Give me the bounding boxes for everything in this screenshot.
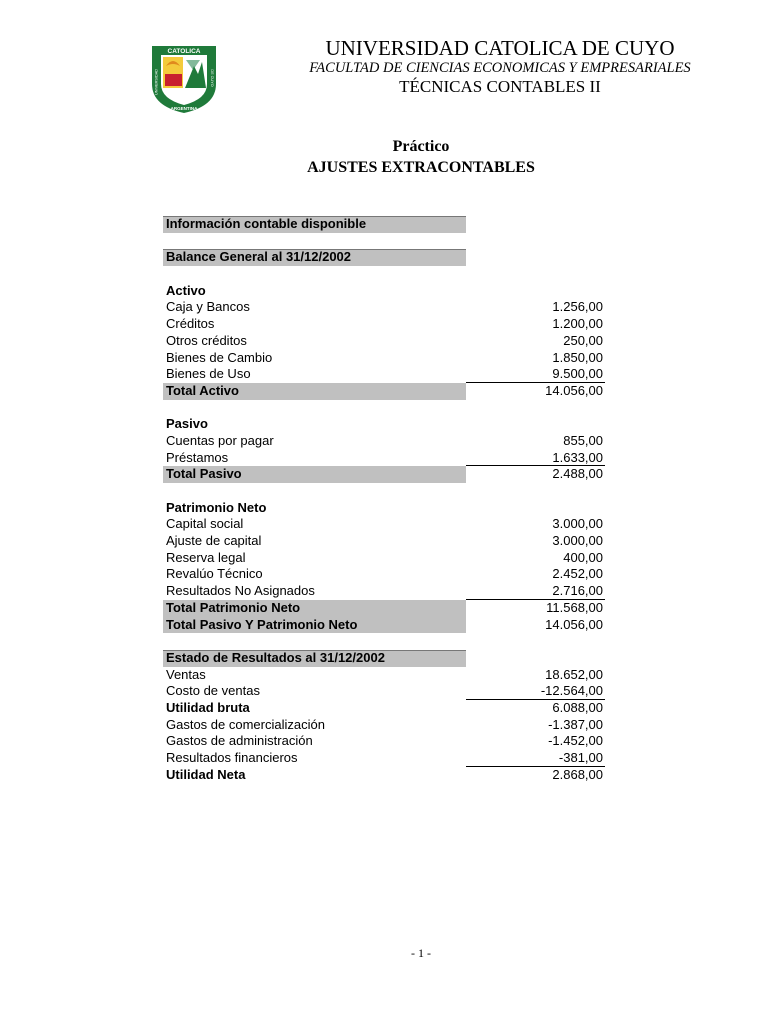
university-logo <box>150 44 218 114</box>
svg-text:DE CUYO: DE CUYO <box>210 69 214 87</box>
section-header-resultados: Estado de Resultados al 31/12/2002 <box>163 650 605 667</box>
section-header-balance: Balance General al 31/12/2002 <box>163 249 605 266</box>
table-row: Capital social 3.000,00 <box>166 516 603 532</box>
table-row: Cuentas por pagar 855,00 <box>166 432 603 448</box>
svg-text:ARGENTINA: ARGENTINA <box>170 106 198 111</box>
table-row: Gastos de comercialización -1.387,00 <box>166 716 603 732</box>
table-row: Resultados No Asignados 2.716,00 <box>166 583 603 599</box>
table-row: Resultados financieros -381,00 <box>166 750 603 765</box>
section-header-info: Información contable disponible <box>163 216 605 233</box>
svg-text:CATOLICA: CATOLICA <box>167 48 201 55</box>
table-row: Revalúo Técnico 2.452,00 <box>166 566 603 582</box>
table-row: Ajuste de capital 3.000,00 <box>166 533 603 549</box>
table-row: Bienes de Uso 9.500,00 <box>166 366 603 382</box>
doc-title: AJUSTES EXTRACONTABLES <box>307 159 535 176</box>
total-row-pasivo: Total Pasivo 2.488,00 <box>163 466 605 483</box>
table-row: Préstamos 1.633,00 <box>166 449 603 465</box>
university-name: UNIVERSIDAD CATOLICA DE CUYO <box>325 36 675 60</box>
table-row: Gastos de administración -1.452,00 <box>166 733 603 749</box>
table-row: Bienes de Cambio 1.850,00 <box>166 349 603 365</box>
total-row-patrimonio: Total Patrimonio Neto 11.568,00 <box>163 600 605 617</box>
group-heading-pasivo: Pasivo <box>166 416 208 432</box>
subtotal-row-utilidad-bruta: Utilidad bruta 6.088,00 <box>166 699 603 715</box>
svg-text:UNIVERSIDAD: UNIVERSIDAD <box>154 69 159 95</box>
group-heading-activo: Activo <box>166 282 206 298</box>
table-row: Reserva legal 400,00 <box>166 549 603 565</box>
accounting-table <box>163 216 605 783</box>
faculty-name: FACULTAD DE CIENCIAS ECONOMICAS Y EMPRESARIALES <box>309 60 691 76</box>
course-name: TÉCNICAS CONTABLES II <box>399 77 601 96</box>
table-row: Costo de ventas -12.564,00 <box>166 683 603 699</box>
total-row-utilidad-neta: Utilidad Neta 2.868,00 <box>166 766 603 782</box>
table-row: Créditos 1.200,00 <box>166 316 603 332</box>
group-heading-patrimonio: Patrimonio Neto <box>166 499 267 515</box>
total-row-pasivo-patrimonio: Total Pasivo Y Patrimonio Neto 14.056,00 <box>163 617 605 634</box>
total-row-activo: Total Activo 14.056,00 <box>163 383 605 400</box>
doc-type: Práctico <box>392 138 450 155</box>
table-row: Otros créditos 250,00 <box>166 332 603 348</box>
table-row: Ventas 18.652,00 <box>166 666 603 682</box>
page-number: - 1 - <box>411 946 431 960</box>
table-row: Caja y Bancos 1.256,00 <box>166 299 603 315</box>
